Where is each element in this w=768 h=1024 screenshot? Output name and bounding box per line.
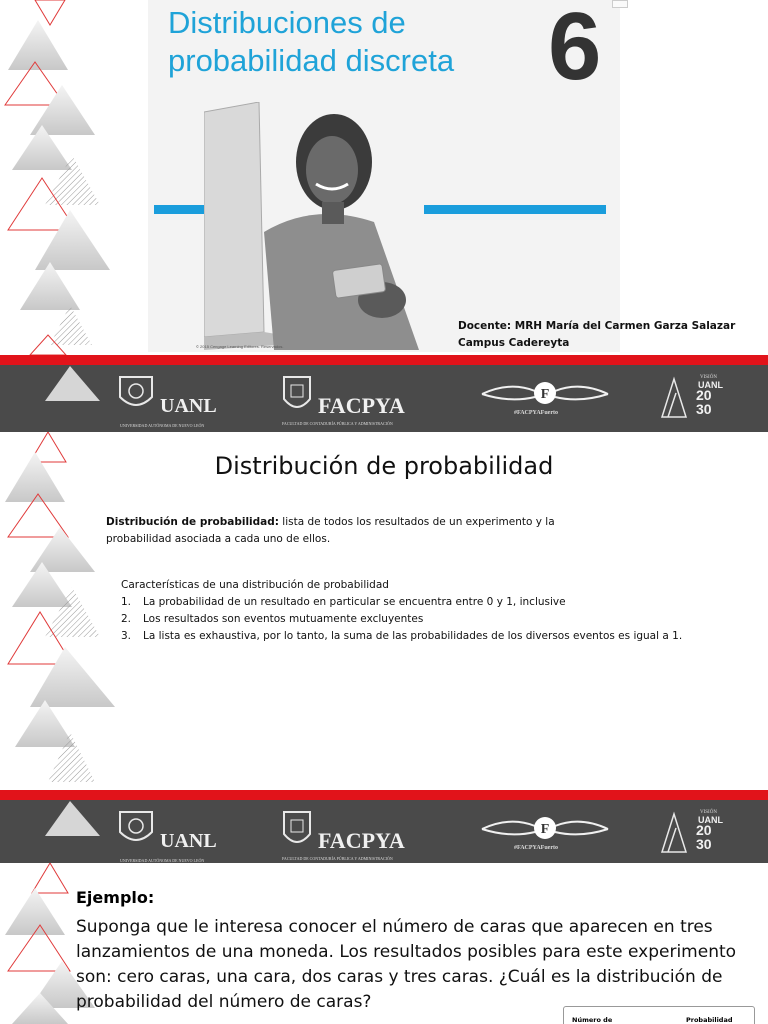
vision-year-bottom: 30 [696, 836, 712, 852]
footer-triangle-icon [40, 796, 110, 856]
decorative-triangles [0, 0, 130, 355]
uanl-logo-subtext: UNIVERSIDAD AUTÓNOMA DE NUEVO LEÓN [120, 858, 205, 863]
facpya-logo-text: FACPYA [318, 828, 405, 853]
vision-year-top: 20 [696, 387, 712, 403]
definition-text: lista de todos los resultados de un experimento y la probabilidad asociada a cada uno de ellos. [106, 516, 555, 545]
docente-name: Docente: MRH María del Carmen Garza Salazar [458, 320, 736, 332]
footer-triangle-icon [40, 361, 110, 421]
list-item [121, 611, 761, 628]
campus-name: Campus Cadereyta [458, 337, 570, 349]
list-number: 2. [121, 613, 132, 625]
hashtag-text: #FACPYAFuerto [514, 845, 558, 851]
slide-distribution [0, 432, 768, 790]
cover-title: Distribuciones de probabilidad discreta [168, 5, 455, 78]
list-item [121, 628, 761, 645]
instructor-info [458, 318, 735, 352]
cover-panel [148, 0, 620, 352]
example-heading: Ejemplo: [76, 888, 155, 907]
uanl-shield-icon [116, 373, 156, 417]
chapter-number: 6 [548, 0, 600, 100]
uanl-shield-icon [116, 808, 156, 852]
vision-2030-logo [660, 375, 724, 421]
facpya-fuerte-wings-icon [480, 379, 610, 423]
list-item [121, 594, 761, 611]
characteristics-heading: Características de una distribución de probabilidad [121, 579, 389, 591]
table-col-number: Número de [572, 1016, 613, 1024]
facpya-logo-text: FACPYA [318, 393, 405, 418]
footer-red-stripe [0, 355, 768, 365]
probability-table-header [563, 1006, 755, 1024]
vision-uanl-label: UANL [698, 815, 723, 825]
footer-banner [0, 355, 768, 432]
facpya-shield-icon [280, 373, 314, 417]
vision-sail-icon [660, 375, 690, 419]
list-text: La lista es exhaustiva, por lo tanto, la suma de las probabilidades de los diversos eventos es igual a 1. [143, 630, 683, 642]
vision-uanl-label: UANL [698, 380, 723, 390]
vision-2030-logo [660, 810, 724, 856]
svg-text:F: F [540, 822, 550, 837]
example-body: Suponga que le interesa conocer el número de caras que aparecen en tres lanzamientos de una moneda. Los resultados posibles para este experimento son: cero caras, una cara, dos caras y tres caras. ¿Cuál es la distribución de probabilidad del número de caras? [76, 917, 737, 1012]
definition-paragraph [106, 514, 606, 548]
decorative-triangles [0, 432, 130, 790]
facpya-logo-subtext: FACULTAD DE CONTADURÍA PÚBLICA Y ADMINISTRACIÓN [282, 856, 393, 861]
list-text: Los resultados son eventos mutuamente excluyentes [143, 613, 424, 625]
vision-year-top: 20 [696, 822, 712, 838]
uanl-logo-subtext: UNIVERSIDAD AUTÓNOMA DE NUEVO LEÓN [120, 423, 205, 428]
corner-tab [612, 0, 628, 8]
definition-term: Distribución de probabilidad: [106, 516, 279, 528]
characteristics-block [121, 577, 761, 645]
svg-text:F: F [540, 387, 550, 402]
slide-title: Distribución de probabilidad [214, 452, 554, 480]
vision-sail-icon [660, 810, 690, 854]
list-text: La probabilidad de un resultado en particular se encuentra entre 0 y 1, inclusive [143, 596, 566, 608]
facpya-logo-subtext: FACULTAD DE CONTADURÍA PÚBLICA Y ADMINISTRACIÓN [282, 421, 393, 426]
facpya-shield-icon [280, 808, 314, 852]
slide-example [0, 863, 768, 1024]
list-number: 3. [121, 630, 132, 642]
student-laptop-photo [204, 102, 424, 350]
footer-red-stripe [0, 790, 768, 800]
vision-label: VISIÓN [700, 810, 717, 815]
uanl-logo-text: UANL [160, 830, 217, 852]
characteristics-list [121, 594, 761, 645]
facpya-fuerte-wings-icon [480, 814, 610, 858]
uanl-logo-text: UANL [160, 395, 217, 417]
hashtag-text: #FACPYAFuerto [514, 410, 558, 416]
list-number: 1. [121, 596, 132, 608]
vision-label: VISIÓN [700, 375, 717, 380]
footer-banner [0, 790, 768, 867]
vision-year-bottom: 30 [696, 401, 712, 417]
copyright-note: © 2015 Cengage Learning Editores. Reservados. [196, 344, 284, 349]
table-col-probability: Probabilidad [686, 1016, 733, 1024]
slide-cover [0, 0, 768, 355]
